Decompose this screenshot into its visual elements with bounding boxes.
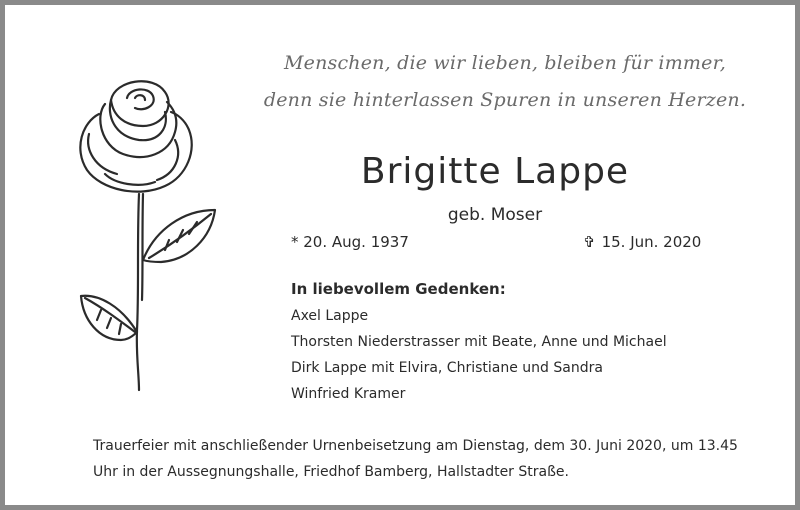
list-item: Dirk Lappe mit Elvira, Christiane und Sandra: [291, 360, 603, 376]
death-date: 15. Jun. 2020: [601, 233, 702, 251]
rose-icon: [65, 70, 235, 400]
list-item: Thorsten Niederstrasser mit Beate, Anne und Michael: [291, 334, 667, 350]
deceased-name: Brigitte Lappe: [360, 151, 630, 192]
ceremony-line-2: Uhr in der Aussegnungshalle, Friedhof Bamberg, Hallstadter Straße.: [93, 464, 569, 480]
death-date-group: [583, 233, 701, 251]
cross-icon: ✞: [583, 233, 596, 251]
list-item: Winfried Kramer: [291, 386, 406, 402]
memorial-quote: [245, 45, 765, 119]
maiden-name: geb. Moser: [447, 205, 543, 225]
list-item: Axel Lappe: [291, 308, 369, 324]
ceremony-line-1: Trauerfeier mit anschließender Urnenbeisetzung am Dienstag, dem 30. Juni 2020, um 13.45: [93, 438, 738, 454]
mourner-list: [291, 305, 667, 409]
quote-line-1: Menschen, die wir lieben, bleiben für immer,: [283, 52, 727, 74]
birth-date: * 20. Aug. 1937: [291, 233, 409, 251]
quote-line-2: denn sie hinterlassen Spuren in unseren Herzen.: [263, 89, 747, 111]
ceremony-info: [93, 433, 783, 485]
memory-heading: In liebevollem Gedenken:: [291, 280, 506, 298]
